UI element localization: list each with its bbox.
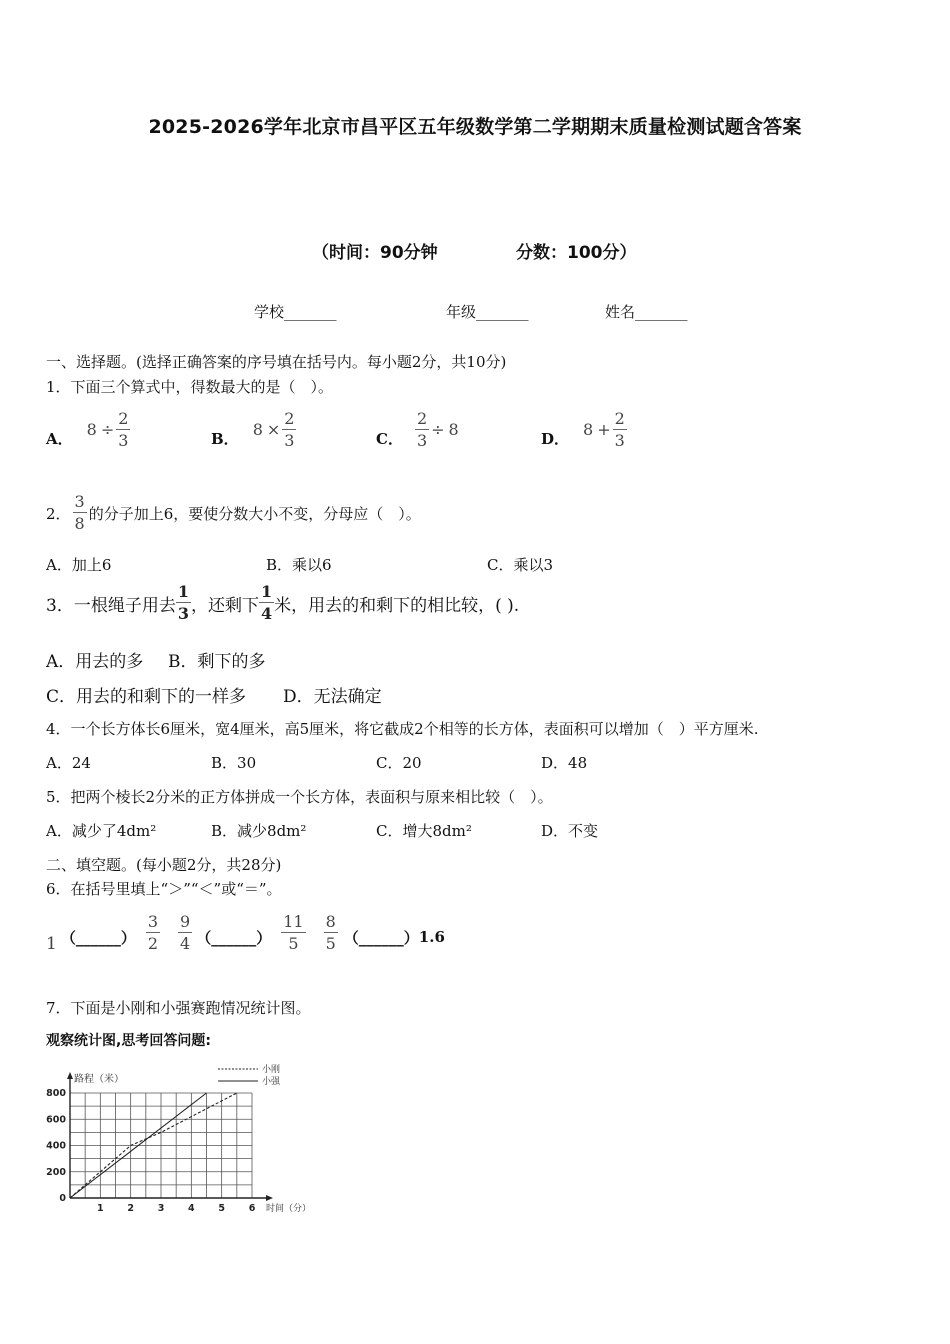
q3-text-1: 3．一根绳子用去 [46,595,176,616]
y-tick-label: 800 [46,1088,66,1099]
q3-fraction-1: $\frac{1}{3}$ [177,582,189,623]
exam-time: （时间：90分钟 [312,243,438,263]
q5-stem: 5．把两个棱长2分米的正方体拼成一个长方体，表面积与原来相比较（ ）。 [46,788,553,806]
q2-option-b: B．乘以6 [266,556,332,574]
option-label: B． [211,430,239,448]
q1-stem: 1．下面三个算式中，得数最大的是（ ）。 [46,378,334,396]
grade-field: 年级_______ [446,303,529,321]
q3-text-2: ，还剩下 [190,595,259,616]
q6-decimal: 1.6 [418,928,445,946]
chart-grid [70,1093,252,1198]
operator: ÷ [431,420,445,439]
q2-number: 2． [46,504,71,523]
x-tick-label: 4 [188,1203,195,1214]
x-tick-label: 1 [97,1203,104,1214]
fraction: $\frac{2}{3}$ [614,408,625,450]
q3-text-3: 米，用去的和剩下的相比较，( ). [274,595,520,616]
y-axis-label: 路程（米） [74,1074,124,1085]
q6-comparisons [46,912,445,954]
x-axis-label: 时间（分） [266,1204,312,1214]
y-tick-label: 400 [46,1140,66,1152]
chart-axes [67,1072,273,1201]
x-axis-arrow [266,1195,273,1201]
q7-stem: 7．下面是小刚和小强赛跑情况统计图。 [46,999,311,1017]
x-tick-label: 6 [248,1203,256,1214]
y-axis-arrow [67,1072,73,1079]
q6-fraction-1: $\frac{3}{2}$ [147,912,159,953]
operand: 8 [448,420,459,439]
q2-fraction: $\frac{3}{8}$ [74,492,85,533]
q6-blank-2: （______） [196,928,272,947]
q4-option-d: D．48 [541,754,588,772]
x-tick-label: 5 [218,1203,225,1214]
q5-option-b: B．减少8dm² [211,822,307,840]
fraction: $\frac{2}{3}$ [118,408,129,450]
page-title: 2025-2026学年北京市昌平区五年级数学第二学期期末质量检测试题含答案 [148,116,802,138]
y-tick-label: 600 [46,1114,66,1126]
fraction: $\frac{2}{3}$ [284,408,295,450]
q2-option-a: A．加上6 [46,556,112,574]
q3-option-c: C．用去的和剩下的一样多 [46,687,247,707]
q6-fraction-4: $\frac{8}{5}$ [325,912,336,953]
operator: + [597,420,611,439]
q5-option-a: A．减少了4dm² [46,822,157,840]
q4-option-a: A．24 [46,754,91,772]
operand: 8 [86,420,97,439]
q5-option-c: C．增大8dm² [376,822,472,840]
q1-option-b [211,410,296,449]
operand: 8 [252,420,263,439]
q5-option-d: D．不变 [541,822,599,840]
q4-option-c: C．20 [376,754,422,772]
q3-option-a: A．用去的多 [46,652,144,672]
q6-blank-3: （______） [343,928,419,947]
q6-number-one: 1 [46,934,57,954]
q2-text: 的分子加上6，要使分数大小不变，分母应（ ）。 [88,504,421,523]
y-tick-label: 200 [46,1166,66,1178]
operand: 8 [583,420,594,439]
operator: × [266,420,281,439]
legend-label: 小强 [262,1077,281,1087]
q1-option-c [376,410,461,449]
q1-option-a [46,410,130,449]
q6-blank-1: （______） [60,928,136,947]
q6-fraction-2: $\frac{9}{4}$ [180,912,191,953]
q4-option-b: B．30 [211,754,257,772]
option-label: D． [541,430,570,448]
section1-heading: 一、选择题。(选择正确答案的序号填在括号内。每小题2分，共10分) [46,353,507,371]
q3-option-b: B．剩下的多 [168,652,266,672]
x-tick-label: 3 [157,1203,165,1214]
q1-option-d [541,410,627,449]
q4-stem: 4．一个长方体长6厘米，宽4厘米，高5厘米，将它截成2个相等的长方体，表面积可以增加（ ）平方厘米. [46,720,759,738]
q3-stem [46,584,519,622]
race-line-chart [40,1058,330,1216]
q6-fraction-3: $\frac{11}{5}$ [283,912,304,953]
option-label: A． [46,430,73,448]
x-tick-label: 2 [127,1203,134,1214]
section2-heading: 二、填空题。(每小题2分，共28分) [46,856,282,874]
operator: ÷ [100,420,115,439]
fraction: $\frac{2}{3}$ [416,408,428,450]
legend-label: 小刚 [262,1065,281,1075]
q7-note: 观察统计图,思考回答问题: [46,1033,211,1049]
q6-stem: 6．在括号里填上“＞”“＜”或“＝”。 [46,880,282,898]
q3-fraction-2: $\frac{1}{4}$ [260,582,273,623]
name-field: 姓名_______ [605,303,688,321]
chart-tick-labels [46,1088,256,1214]
q2-stem [46,494,421,532]
q3-option-d: D．无法确定 [283,687,382,707]
q2-option-c: C．乘以3 [487,556,554,574]
option-label: C． [376,430,403,448]
exam-score: 分数：100分） [516,243,637,263]
chart-legend [218,1063,281,1087]
y-tick-label: 0 [59,1193,66,1204]
school-field: 学校_______ [254,303,337,321]
